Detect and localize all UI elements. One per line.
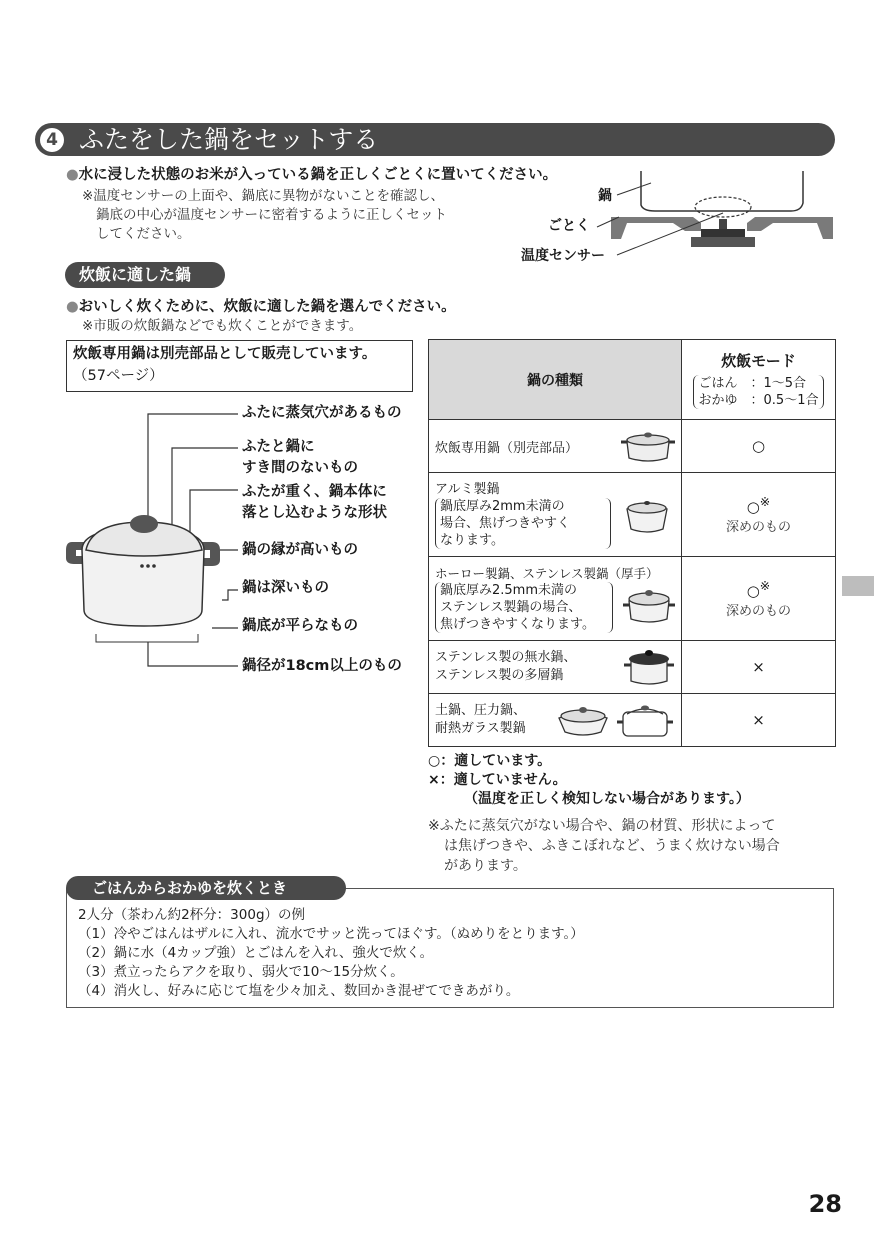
porridge-intro: 2人分（茶わん約2杯分：300g）の例 xyxy=(78,907,306,923)
pot-type-cell xyxy=(429,420,682,473)
diagram-label-pot: 鍋 xyxy=(598,188,612,204)
porridge-pill: ごはんからおかゆを炊くとき xyxy=(66,876,346,900)
pot-type-cell xyxy=(429,473,682,557)
intro-note-line: ※温度センサーの上面や、鍋底に異物がないことを確認し、 xyxy=(82,188,445,204)
legend-ok: ○：適しています。 xyxy=(428,753,552,769)
mark-note: ※ xyxy=(759,494,771,509)
mode-porridge: おかゆ ：0.5〜1合 xyxy=(698,393,819,408)
pot-label-high-rim xyxy=(242,540,358,561)
pot-label-text: 鍋の縁が高いもの xyxy=(242,542,358,558)
pot-type-text: ステンレス製の無水鍋、 xyxy=(435,650,577,665)
porridge-step: （3）煮立ったらアクを取り、弱火で10〜15分炊く。 xyxy=(78,964,404,980)
trivet-left xyxy=(611,217,701,239)
optional-part-line: 炊飯専用鍋は別売部品として販売しています。 xyxy=(73,346,377,362)
header-cooking-mode xyxy=(682,340,836,420)
steam-hole xyxy=(140,564,144,568)
steam-hole xyxy=(152,564,156,568)
pot-type-text: 土鍋、圧力鍋、 xyxy=(435,703,527,718)
pot-label-text: 鍋は深いもの xyxy=(242,580,329,596)
suitability-mark: × xyxy=(752,658,765,676)
pot-label-steam-hole xyxy=(242,403,402,424)
diagram-label-trivet: ごとく xyxy=(548,218,590,234)
footnote-line: があります。 xyxy=(444,858,527,874)
legend xyxy=(428,752,750,809)
mode-cell xyxy=(682,641,836,694)
diameter-bracket xyxy=(96,634,198,642)
suitable-bullet xyxy=(66,295,456,316)
footnote-line: は焦げつきや、ふきこぼれなど、うまく炊けない場合 xyxy=(444,838,780,854)
pot-label-text: ふたに蒸気穴があるもの xyxy=(242,405,402,421)
porridge-step: （1）冷やごはんはザルに入れ、流水でサッと洗ってほぐす。（ぬめりをとります。） xyxy=(78,926,584,942)
sensor-base xyxy=(701,229,745,237)
pot-type-text: ステンレス製の多層鍋 xyxy=(435,668,564,683)
pot-label-deep xyxy=(242,578,329,599)
pot-illustration xyxy=(62,400,242,680)
pot-type-text: 炊飯専用鍋（別売部品） xyxy=(435,440,579,456)
mode-cell xyxy=(682,557,836,641)
table-row xyxy=(429,557,836,641)
pot-label-text: 落とし込むような形状 xyxy=(242,505,387,521)
sensor-burner xyxy=(691,237,755,247)
side-index-tab xyxy=(842,576,874,596)
suitable-pot-pill: 炊飯に適した鍋 xyxy=(65,262,225,288)
footnote-line: ※ふたに蒸気穴がない場合や、鍋の材質、形状によって xyxy=(428,818,776,834)
leader-deep xyxy=(222,590,238,600)
mark-sub: 深めのもの xyxy=(725,604,791,619)
optional-part-ref: （57ページ） xyxy=(73,368,164,384)
pot-handle-right xyxy=(202,542,220,566)
suitability-mark: ○ xyxy=(751,437,766,455)
pot-note-line: 鍋底厚み2.5mm未満の xyxy=(440,582,578,598)
pot-type-table xyxy=(428,339,836,747)
leader-no-gap xyxy=(172,448,238,540)
mode-rice: ごはん ：1〜5合 xyxy=(698,376,807,391)
pot-label-text: ふたが重く、鍋本体に xyxy=(242,484,387,500)
porridge-step: （2）鍋に水（4カップ強）とごはんを入れ、強火で炊く。 xyxy=(78,945,434,961)
pot-handle-left xyxy=(66,542,84,564)
suitability-mark: ○ xyxy=(746,582,760,600)
steam-hole xyxy=(146,564,150,568)
header-pot-type: 鍋の種類 xyxy=(429,340,682,420)
pot-label-diameter xyxy=(242,656,402,677)
porridge-steps xyxy=(78,906,584,1001)
aluminum-pot-icon xyxy=(621,495,673,535)
table-row xyxy=(429,694,836,747)
legend-ng-sub: （温度を正しく検知しない場合があります。） xyxy=(464,791,750,807)
suitable-bullet-text: おいしく炊くために、炊飯に適した鍋を選んでください。 xyxy=(78,299,456,315)
pot-type-cell xyxy=(429,557,682,641)
suitable-note: ※市販の炊飯鍋などでも炊くことができます。 xyxy=(82,318,363,334)
footnote xyxy=(428,816,780,876)
sensor-highlight xyxy=(695,197,751,217)
lid-knob xyxy=(130,515,158,533)
mark-sub: 深めのもの xyxy=(725,520,791,535)
legend-ng: ×：適していません。 xyxy=(428,772,567,788)
section-title: ふたをした鍋をセットする xyxy=(79,125,379,154)
stainless-pot-icon xyxy=(621,645,677,689)
pot-type-text: ホーロー製鍋、ステンレス製鍋（厚手） xyxy=(435,565,659,581)
pot-type-text: 耐熱ガラス製鍋 xyxy=(435,721,526,736)
suitability-mark: × xyxy=(752,711,765,729)
pot-label-text: 鍋底が平らなもの xyxy=(242,618,358,634)
pot-leader xyxy=(617,183,651,195)
intro-note xyxy=(82,187,447,244)
pot-note-line: 場合、焦げつきやすく xyxy=(440,515,571,531)
diagram-label-sensor: 温度センサー xyxy=(521,248,605,264)
table-row xyxy=(429,641,836,694)
pot-label-text: ふたと鍋に xyxy=(242,439,315,455)
pot-type-cell xyxy=(429,641,682,694)
rice-cooker-pot-icon xyxy=(619,428,677,464)
section-number: 4 xyxy=(40,128,64,152)
porridge-step: （4）消火し、好みに応じて塩を少々加え、数回かき混ぜてできあがり。 xyxy=(78,983,520,999)
pot-label-text: 鍋径が18cm以上のもの xyxy=(242,658,402,674)
cooking-mode-range xyxy=(693,375,825,409)
bullet-icon: ● xyxy=(66,167,79,183)
bullet-icon: ● xyxy=(66,299,79,315)
pot-note-line: なります。 xyxy=(440,532,504,548)
table-row xyxy=(429,420,836,473)
suitability-mark: ○ xyxy=(746,498,760,516)
intro-bullet-text: 水に浸した状態のお米が入っている鍋を正しくごとくに置いてください。 xyxy=(78,167,558,183)
pot-label-text: すき間のないもの xyxy=(242,460,358,476)
mode-cell xyxy=(682,694,836,747)
pot-type-note xyxy=(435,498,611,549)
pot-type-note xyxy=(435,582,613,633)
pot-note-line: 焦げつきやすくなります。 xyxy=(440,616,595,632)
optional-part-box xyxy=(66,340,413,392)
clay-pressure-glass-pot-icon xyxy=(553,700,677,740)
table-header-row xyxy=(429,340,836,420)
intro-bullet xyxy=(66,163,557,184)
sensor-head xyxy=(719,219,727,229)
enamel-pot-icon xyxy=(621,585,677,625)
page-number: 28 xyxy=(808,1190,842,1218)
pot-label-no-gap xyxy=(242,437,358,479)
pot-note-line: ステンレス製鍋の場合、 xyxy=(440,599,582,615)
section-header xyxy=(35,123,835,156)
mode-cell xyxy=(682,473,836,557)
cooking-mode-title: 炊飯モード xyxy=(721,352,796,370)
pot-type-cell xyxy=(429,694,682,747)
pot-note-line: 鍋底厚み2mm未満の xyxy=(440,498,565,514)
intro-note-line: してください。 xyxy=(96,226,191,242)
table-row xyxy=(429,473,836,557)
pot-label-flat-bottom xyxy=(242,616,358,637)
pot-label-heavy-lid xyxy=(242,482,387,524)
intro-note-line: 鍋底の中心が温度センサーに密着するように正しくセット xyxy=(96,207,447,223)
mode-cell xyxy=(682,420,836,473)
pot-outline xyxy=(641,171,803,211)
trivet-right xyxy=(747,217,833,239)
mark-note: ※ xyxy=(759,578,771,593)
leader-diameter xyxy=(148,642,238,666)
pot-type-text: アルミ製鍋 xyxy=(435,481,500,497)
